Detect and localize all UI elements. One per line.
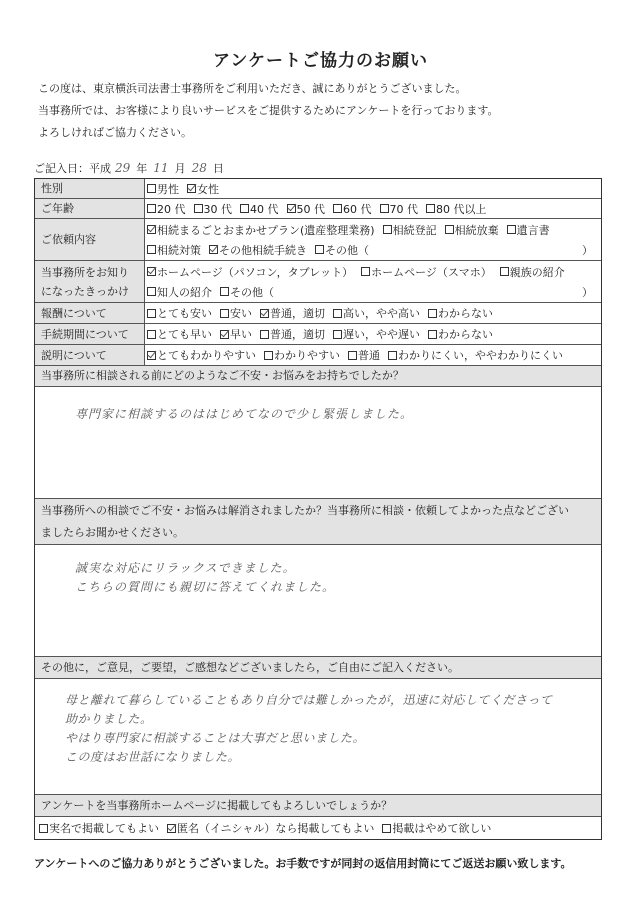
option-item[interactable]: [428, 305, 493, 321]
intro-line: 当事務所では、お客様により良いサービスをご提供するためにアンケートを行っております。: [38, 104, 499, 117]
q3-header: [35, 657, 601, 679]
checkbox[interactable]: [428, 330, 437, 339]
q2-header: [35, 499, 601, 545]
period-options: [145, 324, 601, 344]
answer-line: こちらの質問にも親切に答えてくれました。: [75, 580, 336, 594]
question-text: 当事務所に相談される前にどのようなご不安・お悩みをお持ちでしたか？: [41, 369, 404, 382]
option-label: 40 代: [250, 202, 279, 216]
q1-answer-area[interactable]: [35, 387, 601, 499]
checkbox[interactable]: [147, 184, 156, 193]
option-label: わかりやすい: [274, 349, 340, 362]
checkbox[interactable]: [500, 267, 509, 276]
checked-checkbox[interactable]: [260, 309, 269, 318]
row-label: になったきっかけ: [41, 284, 129, 298]
option-item[interactable]: [500, 264, 565, 280]
option-item[interactable]: [361, 264, 492, 280]
survey-form: [34, 178, 602, 840]
checkbox[interactable]: [147, 204, 156, 213]
option-label: 高い，やや高い: [343, 307, 420, 320]
option-item[interactable]: [388, 347, 563, 363]
option-label: 普通: [358, 349, 380, 362]
paren-close: ）: [582, 285, 593, 299]
option-label: その他相続手続き: [219, 243, 307, 257]
checkbox[interactable]: [240, 204, 249, 213]
checkbox[interactable]: [428, 309, 437, 318]
option-item[interactable]: [147, 305, 212, 321]
option-label: 遺言書: [516, 223, 550, 237]
checkbox[interactable]: [264, 351, 273, 360]
footer-note: アンケートへのご協力ありがとうございました。お手数ですが同封の返信用封筒にてご返送お願い致します。: [34, 857, 572, 870]
row-label: 当事務所をお知り: [41, 265, 129, 279]
checkbox[interactable]: [147, 309, 156, 318]
option-item[interactable]: [445, 222, 499, 238]
checked-checkbox[interactable]: [187, 184, 196, 193]
option-label: ホームページ（パソコン，タブレット）: [157, 265, 354, 279]
option-label: とても早い: [157, 328, 212, 341]
checked-checkbox[interactable]: [209, 245, 218, 254]
row-request: [35, 219, 601, 261]
option-item[interactable]: [39, 820, 159, 836]
option-item[interactable]: [333, 305, 420, 321]
option-item[interactable]: [147, 347, 256, 363]
answer-line: 助かりました。: [65, 712, 153, 726]
request-options: [145, 219, 601, 260]
option-item[interactable]: [333, 201, 372, 217]
intro-line: この度は、東京横浜司法書士事務所をご利用いただき、誠にありがとうございました。: [38, 82, 467, 95]
row-source: [35, 261, 601, 303]
paren-close: ）: [582, 243, 593, 257]
option-label: 匿名（イニシャル）なら掲載してもよい: [177, 822, 375, 835]
option-label: わからない: [438, 307, 493, 320]
checked-checkbox[interactable]: [220, 330, 229, 339]
q3-answer: [35, 679, 601, 794]
row-fee: [35, 303, 601, 324]
date-day[interactable]: 28: [191, 161, 207, 175]
row-label: ご依頼内容: [41, 233, 96, 246]
q3-answer-area[interactable]: [35, 679, 601, 795]
question-text: ましたらお聞かせください。: [41, 525, 184, 539]
question-text: その他に，ご意見，ご要望，ご感想などございましたら，ご自由にご記入ください。: [41, 660, 459, 674]
date-year[interactable]: 29: [115, 161, 131, 175]
option-item[interactable]: [194, 201, 233, 217]
option-item[interactable]: [382, 820, 491, 836]
answer-line: 母と離れて暮らしていることもあり自分では難しかったが，迅速に対応してくださって: [65, 693, 553, 707]
row-label: 手続期間について: [41, 327, 129, 341]
option-item[interactable]: [264, 347, 340, 363]
option-label: 80 代以上: [436, 202, 487, 216]
option-label: 20 代: [157, 202, 186, 216]
option-label: 遅い，やや遅い: [343, 328, 420, 341]
checkbox[interactable]: [333, 330, 342, 339]
option-label: 安い: [230, 307, 252, 320]
q2-answer-area[interactable]: [35, 545, 601, 657]
row-label: 説明について: [41, 348, 107, 362]
answer-line: この度はお世話になりました。: [65, 750, 241, 764]
option-label: わからない: [438, 328, 493, 341]
option-item[interactable]: [147, 242, 201, 258]
question-text: アンケートを当事務所ホームページに掲載してもよろしいでしょうか？: [41, 798, 393, 812]
option-item[interactable]: [187, 181, 219, 197]
checkbox[interactable]: [147, 330, 156, 339]
checkbox[interactable]: [445, 225, 454, 234]
option-item[interactable]: [147, 264, 353, 280]
row-label: 性別: [41, 182, 63, 195]
option-label: 早い: [230, 328, 252, 341]
checkbox[interactable]: [361, 267, 370, 276]
option-item[interactable]: [333, 326, 420, 342]
option-label: その他（: [325, 243, 369, 257]
checkbox[interactable]: [383, 225, 392, 234]
intro-line: よろしければご協力ください。: [38, 126, 192, 139]
option-label: 掲載はやめて欲しい: [392, 822, 492, 835]
option-label: 相続対策: [157, 243, 201, 257]
option-item[interactable]: [240, 201, 279, 217]
fee-options: [145, 303, 601, 323]
checkbox[interactable]: [426, 204, 435, 213]
q2-answer: [35, 545, 601, 656]
checkbox[interactable]: [147, 245, 156, 254]
option-item[interactable]: [426, 201, 487, 217]
option-item[interactable]: [260, 305, 325, 321]
option-label: ホームページ（スマホ）: [371, 265, 492, 279]
checkbox[interactable]: [333, 309, 342, 318]
option-item[interactable]: [348, 347, 380, 363]
checkbox[interactable]: [382, 824, 391, 833]
page-title: アンケートご協力のお願い: [213, 51, 428, 71]
date-day-unit: 日: [212, 162, 224, 175]
q4-header: [35, 795, 601, 817]
option-label: 50 代: [296, 202, 325, 216]
checkbox[interactable]: [507, 225, 516, 234]
q1-header: [35, 366, 601, 387]
option-item[interactable]: [428, 326, 493, 342]
option-label: 実名で掲載してもよい: [49, 822, 159, 835]
row-label: 報酬について: [41, 306, 107, 320]
option-item[interactable]: [220, 305, 252, 321]
date-year-unit: 年: [136, 162, 148, 175]
row-age: [35, 199, 601, 219]
option-item[interactable]: [260, 326, 325, 342]
answer-line: 誠実な対応にリラックスできました。: [75, 561, 296, 575]
option-label: わかりにくい，ややわかりにくい: [398, 349, 563, 362]
answer-line: やはり専門家に相談することは大事だと思いました。: [65, 731, 366, 745]
option-label: 親族の紹介: [509, 265, 565, 279]
row-period: [35, 324, 601, 345]
checkbox[interactable]: [380, 204, 389, 213]
checkbox[interactable]: [147, 287, 156, 296]
option-item[interactable]: [167, 820, 374, 836]
date-month-unit: 月: [174, 162, 186, 175]
option-item[interactable]: [315, 242, 369, 258]
option-label: とてもわかりやすい: [157, 349, 256, 362]
checkbox[interactable]: [388, 351, 397, 360]
option-label: 知人の紹介: [157, 285, 212, 299]
checkbox[interactable]: [348, 351, 357, 360]
checkbox[interactable]: [315, 245, 324, 254]
option-label: とても安い: [157, 307, 212, 320]
option-item[interactable]: [507, 222, 550, 238]
q4-options-row: [35, 817, 601, 839]
option-label: 相続登記: [392, 223, 437, 237]
checked-checkbox[interactable]: [167, 824, 176, 833]
option-item[interactable]: [147, 201, 186, 217]
entry-date: [34, 160, 226, 176]
checkbox[interactable]: [333, 204, 342, 213]
checkbox[interactable]: [39, 824, 48, 833]
checked-checkbox[interactable]: [147, 225, 156, 234]
checkbox[interactable]: [194, 204, 203, 213]
checkbox[interactable]: [220, 287, 229, 296]
option-item[interactable]: [380, 201, 419, 217]
option-label: 普通，適切: [270, 328, 325, 341]
checked-checkbox[interactable]: [147, 351, 156, 360]
option-label: 男性: [157, 182, 179, 196]
option-item[interactable]: [147, 222, 375, 238]
option-label: 普通，適切: [270, 307, 325, 320]
checkbox[interactable]: [220, 309, 229, 318]
option-label: 70 代: [389, 202, 418, 216]
option-item[interactable]: [383, 222, 437, 238]
date-month[interactable]: 11: [153, 161, 169, 175]
option-label: 30 代: [203, 202, 232, 216]
checked-checkbox[interactable]: [147, 267, 156, 276]
question-text: 当事務所への相談でご不安・お悩みは解消されましたか？当事務所に相談・依頼してよかった点などござい: [41, 503, 569, 517]
option-label: 女性: [197, 182, 219, 196]
option-item[interactable]: [147, 326, 212, 342]
option-item[interactable]: [147, 284, 212, 300]
option-item[interactable]: [287, 201, 326, 217]
option-label: 相続放棄: [454, 223, 499, 237]
option-item[interactable]: [209, 242, 307, 258]
gender-options: [145, 179, 601, 198]
intro-text: [38, 78, 498, 144]
date-label: ご記入日：平成: [34, 162, 111, 175]
option-item[interactable]: [220, 326, 252, 342]
row-label: ご年齢: [41, 202, 74, 215]
row-gender: [35, 179, 601, 199]
option-label: 60 代: [343, 202, 372, 216]
row-explain: [35, 345, 601, 366]
option-label: その他（: [230, 285, 274, 299]
answer-line: 専門家に相談するのははじめてなので少し緊張しました。: [75, 407, 414, 421]
checked-checkbox[interactable]: [287, 204, 296, 213]
option-item[interactable]: [220, 284, 274, 300]
age-options: [145, 199, 601, 218]
q4-options: [35, 817, 601, 839]
source-options: [145, 261, 601, 302]
q1-answer: [35, 387, 601, 498]
explain-options: [145, 345, 601, 365]
option-label: 相続まるごとおまかせプラン(遺産整理業務): [157, 223, 375, 237]
option-item[interactable]: [147, 181, 179, 197]
checkbox[interactable]: [260, 330, 269, 339]
